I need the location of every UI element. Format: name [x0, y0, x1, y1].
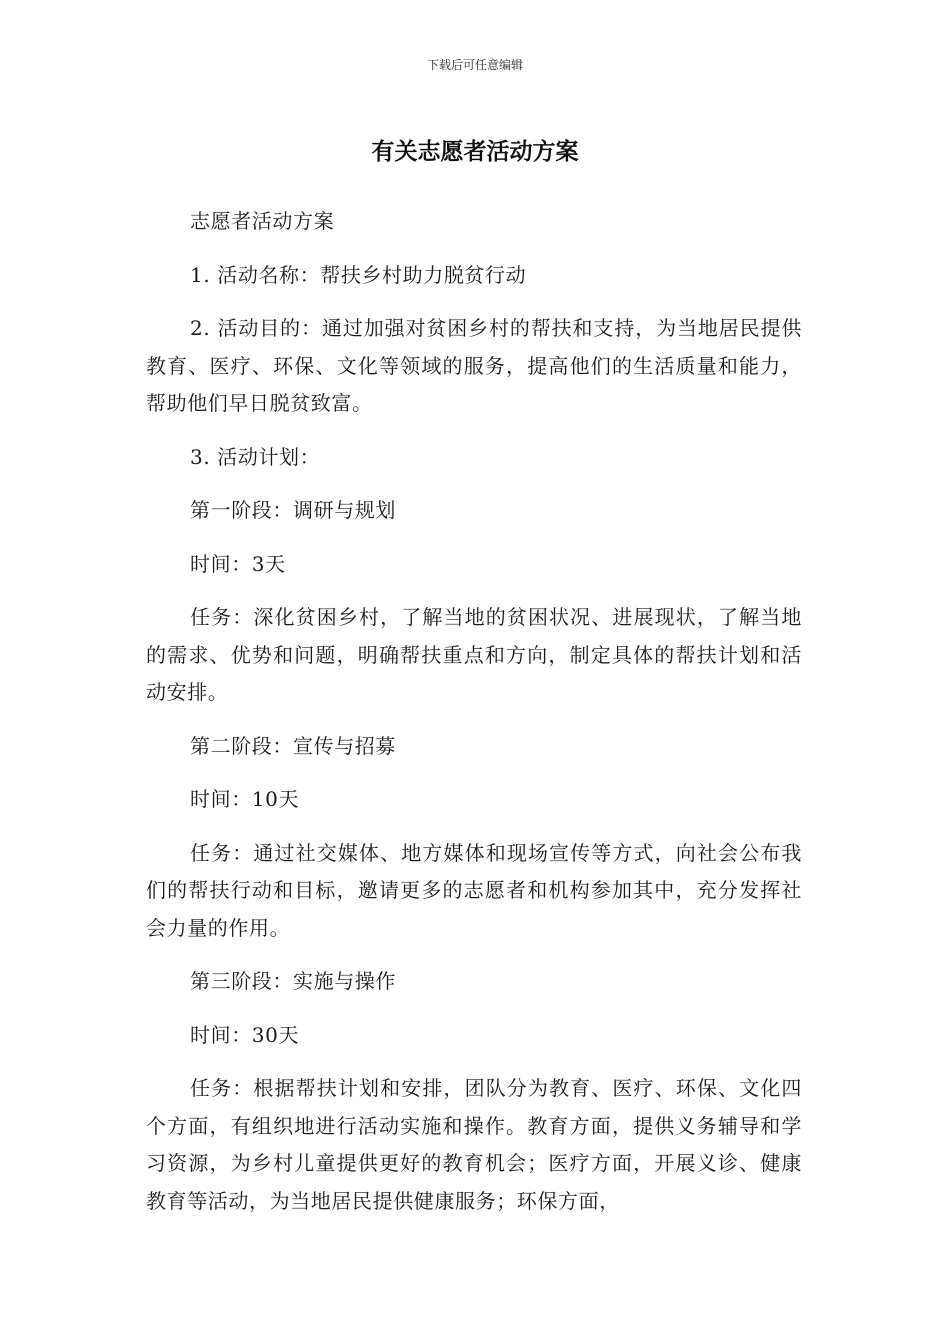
paragraph-stage-three-title: 第三阶段：实施与操作 — [190, 969, 396, 993]
document-title: 有关志愿者活动方案 — [371, 139, 579, 165]
paragraph-stage-two-title: 第二阶段：宣传与招募 — [190, 733, 396, 758]
document-body — [146, 203, 802, 1236]
paragraph-stage-two-task: 任务：通过社交媒体、地方媒体和现场宣传等方式，向社会公布我们的帮扶行动和目标，邀请更多的志愿者和机构参加其中，充分发挥社会力量的作用。 — [146, 840, 802, 940]
paragraph-stage-three-time: 时间：30天 — [190, 1022, 300, 1047]
paragraph-heading: 志愿者活动方案 — [190, 209, 335, 233]
paragraph-stage-three-task: 任务：根据帮扶计划和安排，团队分为教育、医疗、环保、文化四个方面，有组织地进行活动实施和操作。教育方面，提供义务辅导和学习资源，为乡村儿童提供更好的教育机会；医疗方面，开展义诊、健康教育等活动，为当地居民提供健康服务；环保方面， — [146, 1076, 802, 1213]
paragraph-stage-one-time: 时间：3天 — [190, 551, 286, 576]
paragraph-stage-one-title: 第一阶段：调研与规划 — [190, 498, 396, 522]
paragraph-activity-name: 1. 活动名称：帮扶乡村助力脱贫行动 — [190, 262, 527, 287]
paragraph-activity-purpose: 2. 活动目的：通过加强对贫困乡村的帮扶和支持，为当地居民提供教育、医疗、环保、文化等领域的服务，提高他们的生活质量和能力，帮助他们早日脱贫致富。 — [146, 316, 802, 415]
page-header-note: 下载后可任意编辑 — [426, 58, 523, 72]
paragraph-stage-two-time: 时间：10天 — [190, 787, 300, 811]
paragraph-stage-one-task: 任务：深化贫困乡村，了解当地的贫困状况、进展现状，了解当地的需求、优势和问题，明确帮扶重点和方向，制定具体的帮扶计划和活动安排。 — [146, 605, 802, 704]
paragraph-activity-plan: 3. 活动计划： — [190, 444, 321, 469]
